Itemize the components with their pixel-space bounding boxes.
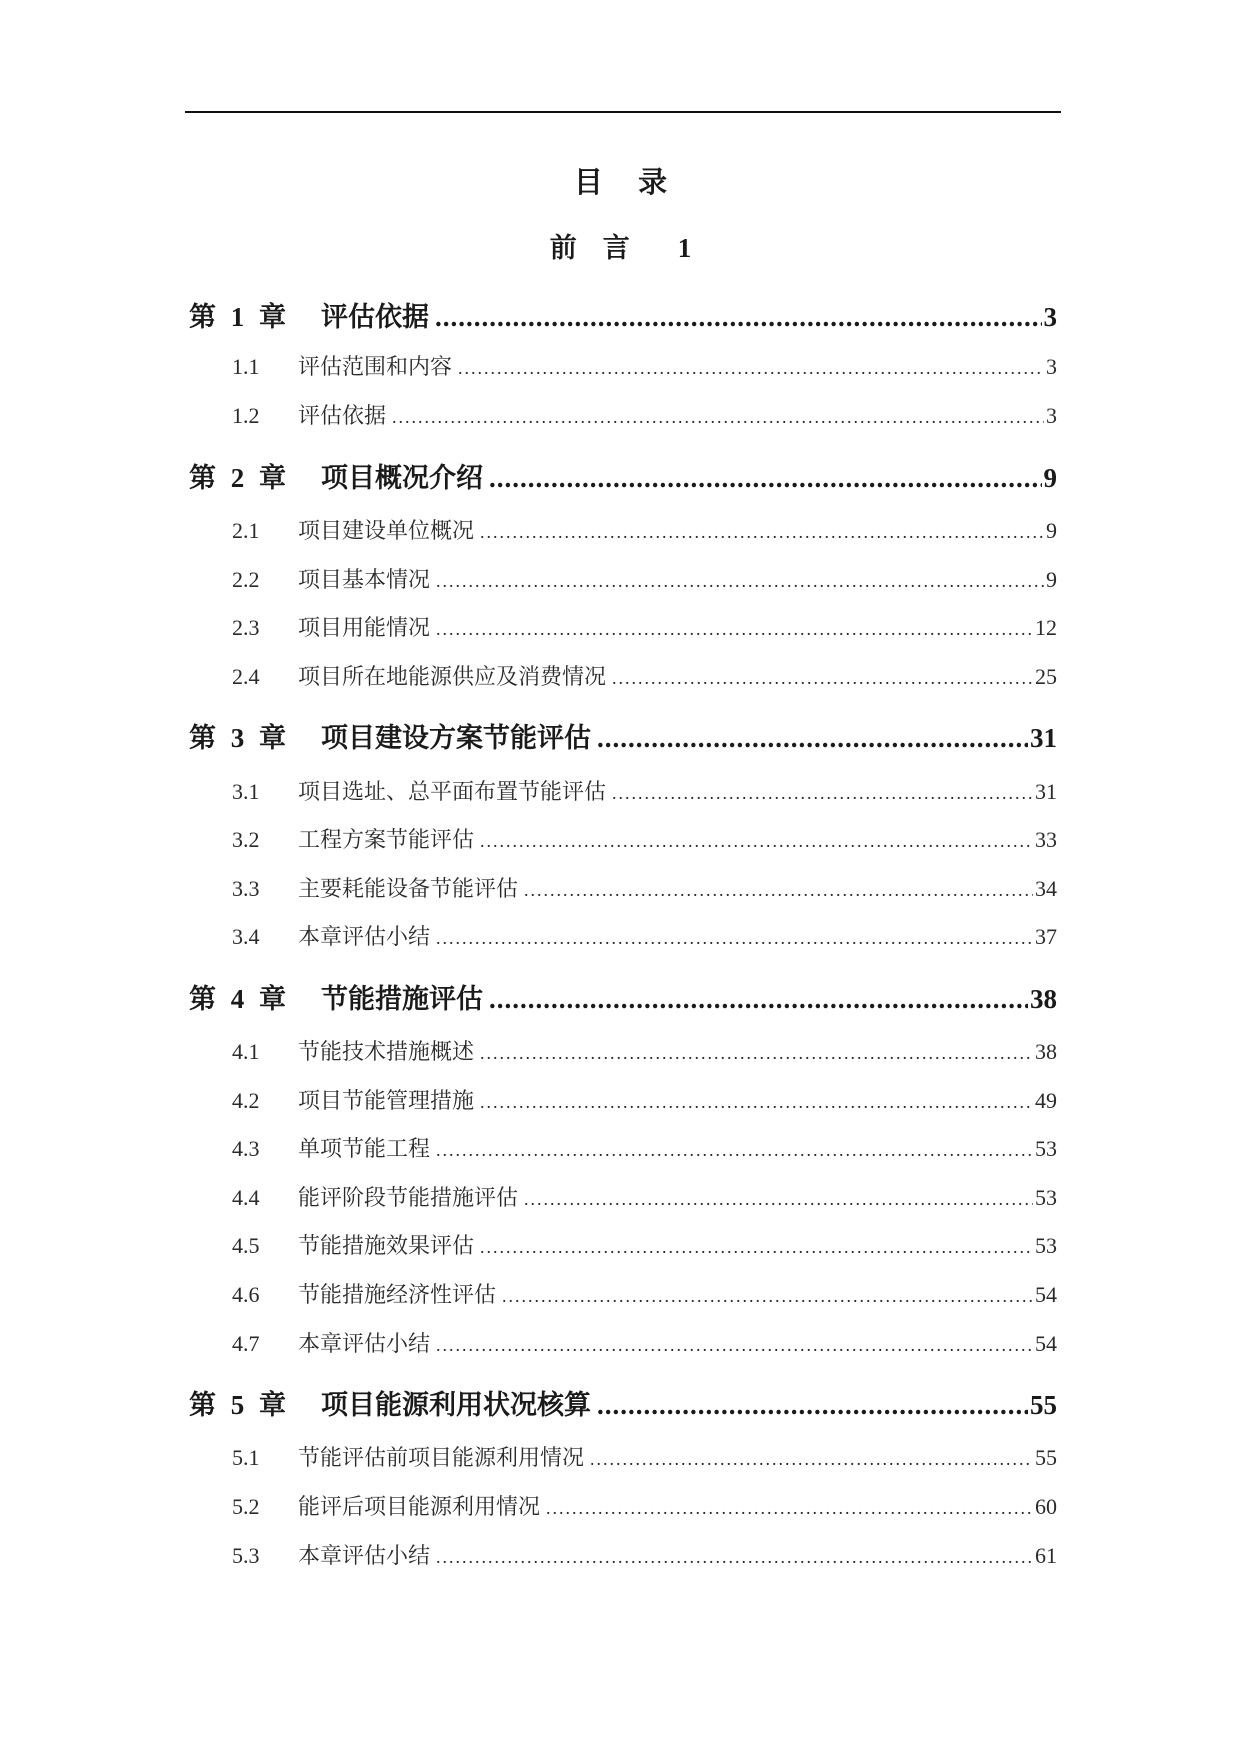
section-number: 1.1: [232, 354, 260, 379]
dot-leader: [590, 1445, 1033, 1471]
toc-chapter-1[interactable]: [189, 295, 1057, 334]
section-title: 项目基本情况: [298, 567, 431, 592]
toc-section-4-6[interactable]: [232, 1278, 1057, 1309]
toc-section-1-2[interactable]: [232, 399, 1057, 430]
section-page: 53: [1035, 1233, 1057, 1258]
dot-leader: [436, 1136, 1033, 1162]
section-number: 2.3: [232, 615, 260, 640]
dot-leader: [597, 1390, 1028, 1421]
section-title: 节能评估前项目能源利用情况: [298, 1445, 585, 1470]
dot-leader: [436, 924, 1033, 950]
section-number: 5.1: [232, 1445, 260, 1470]
section-page: 31: [1035, 779, 1057, 804]
section-title: 节能措施效果评估: [298, 1233, 475, 1258]
toc-chapter-3[interactable]: [189, 716, 1057, 755]
chapter-title: 评估依据: [321, 302, 429, 332]
dot-leader: [436, 1331, 1033, 1357]
dot-leader: [524, 876, 1033, 902]
dot-leader: [458, 354, 1044, 380]
section-page: 54: [1035, 1282, 1057, 1307]
toc-section-2-3[interactable]: [232, 611, 1057, 642]
toc-section-3-4[interactable]: [232, 920, 1057, 951]
toc-section-3-3[interactable]: [232, 872, 1057, 903]
dot-leader: [489, 984, 1028, 1015]
section-page: 55: [1035, 1445, 1057, 1470]
dot-leader: [436, 567, 1044, 593]
section-number: 3.3: [232, 876, 260, 901]
section-number: 2.4: [232, 664, 260, 689]
section-title: 节能技术措施概述: [298, 1039, 475, 1064]
toc-title: 目 录: [573, 167, 682, 199]
section-number: 4.4: [232, 1185, 260, 1210]
toc-section-3-2[interactable]: [232, 823, 1057, 854]
toc-chapter-4[interactable]: [189, 977, 1057, 1016]
section-number: 4.3: [232, 1136, 260, 1161]
section-page: 25: [1035, 664, 1057, 689]
section-page: 38: [1035, 1039, 1057, 1064]
section-title: 本章评估小结: [298, 1543, 431, 1568]
toc-section-4-7[interactable]: [232, 1327, 1057, 1358]
chapter-label: 第 5 章: [189, 1390, 286, 1420]
section-title: 项目建设单位概况: [298, 518, 475, 543]
preface-page: 1: [677, 233, 692, 263]
dot-leader: [612, 664, 1033, 690]
chapter-page: 38: [1030, 984, 1057, 1014]
section-title: 能评后项目能源利用情况: [298, 1494, 541, 1519]
toc-section-1-1[interactable]: [232, 350, 1057, 381]
toc-chapter-5[interactable]: [189, 1383, 1057, 1422]
dot-leader: [524, 1185, 1033, 1211]
section-number: 3.1: [232, 779, 260, 804]
section-title: 项目所在地能源供应及消费情况: [298, 664, 607, 689]
preface-title: 前言: [549, 233, 656, 263]
section-number: 4.5: [232, 1233, 260, 1258]
toc-section-2-1[interactable]: [232, 514, 1057, 545]
toc-chapter-2[interactable]: [189, 456, 1057, 495]
section-page: 9: [1046, 567, 1057, 592]
toc-section-5-2[interactable]: [232, 1490, 1057, 1521]
dot-leader: [597, 723, 1028, 754]
section-number: 4.2: [232, 1088, 260, 1113]
chapter-title: 项目建设方案节能评估: [321, 723, 591, 753]
section-page: 3: [1046, 354, 1057, 379]
chapter-page: 9: [1043, 463, 1057, 493]
section-title: 评估依据: [298, 403, 387, 428]
section-number: 4.7: [232, 1331, 260, 1356]
dot-leader: [546, 1494, 1033, 1520]
toc-section-4-4[interactable]: [232, 1181, 1057, 1212]
section-number: 5.2: [232, 1494, 260, 1519]
section-page: 61: [1035, 1543, 1057, 1568]
toc-section-5-3[interactable]: [232, 1539, 1057, 1570]
toc-section-4-1[interactable]: [232, 1035, 1057, 1066]
section-page: 12: [1035, 615, 1057, 640]
section-title: 项目用能情况: [298, 615, 431, 640]
dot-leader: [489, 463, 1042, 494]
section-title: 主要耗能设备节能评估: [298, 876, 519, 901]
dot-leader: [480, 1088, 1033, 1114]
header-rule: [185, 111, 1061, 113]
dot-leader: [435, 302, 1042, 333]
section-page: 60: [1035, 1494, 1057, 1519]
section-title: 本章评估小结: [298, 924, 431, 949]
section-page: 53: [1035, 1136, 1057, 1161]
section-page: 54: [1035, 1331, 1057, 1356]
dot-leader: [436, 1543, 1033, 1569]
chapter-label: 第 2 章: [189, 463, 286, 493]
section-page: 34: [1035, 876, 1057, 901]
dot-leader: [480, 1039, 1033, 1065]
chapter-page: 31: [1030, 723, 1057, 753]
section-number: 5.3: [232, 1543, 260, 1568]
section-page: 37: [1035, 924, 1057, 949]
chapter-page: 55: [1030, 1390, 1057, 1420]
section-page: 53: [1035, 1185, 1057, 1210]
chapter-title: 项目概况介绍: [321, 463, 483, 493]
dot-leader: [480, 1233, 1033, 1259]
section-number: 2.2: [232, 567, 260, 592]
chapter-page: 3: [1043, 302, 1057, 332]
section-title: 工程方案节能评估: [298, 827, 475, 852]
toc-section-5-1[interactable]: [232, 1441, 1057, 1472]
dot-leader: [392, 403, 1044, 429]
dot-leader: [612, 779, 1033, 805]
chapter-label: 第 1 章: [189, 302, 286, 332]
toc-preface-entry[interactable]: [0, 226, 1241, 265]
section-number: 3.2: [232, 827, 260, 852]
toc-section-3-1[interactable]: [232, 775, 1057, 806]
section-title: 本章评估小结: [298, 1331, 431, 1356]
section-number: 4.6: [232, 1282, 260, 1307]
section-number: 1.2: [232, 403, 260, 428]
section-title: 项目节能管理措施: [298, 1088, 475, 1113]
chapter-title: 项目能源利用状况核算: [321, 1390, 591, 1420]
dot-leader: [480, 518, 1044, 544]
section-title: 单项节能工程: [298, 1136, 431, 1161]
toc-section-4-2[interactable]: [232, 1084, 1057, 1115]
toc-section-2-4[interactable]: [232, 660, 1057, 691]
dot-leader: [480, 827, 1033, 853]
toc-section-4-3[interactable]: [232, 1132, 1057, 1163]
section-number: 3.4: [232, 924, 260, 949]
section-number: 2.1: [232, 518, 260, 543]
section-title: 节能措施经济性评估: [298, 1282, 497, 1307]
toc-section-2-2[interactable]: [232, 563, 1057, 594]
chapter-title: 节能措施评估: [321, 984, 483, 1014]
chapter-label: 第 4 章: [189, 984, 286, 1014]
dot-leader: [502, 1282, 1033, 1308]
toc-section-4-5[interactable]: [232, 1229, 1057, 1260]
section-page: 33: [1035, 827, 1057, 852]
section-number: 4.1: [232, 1039, 260, 1064]
section-title: 能评阶段节能措施评估: [298, 1185, 519, 1210]
section-title: 项目选址、总平面布置节能评估: [298, 779, 607, 804]
section-page: 49: [1035, 1088, 1057, 1113]
section-page: 9: [1046, 518, 1057, 543]
section-page: 3: [1046, 403, 1057, 428]
section-title: 评估范围和内容: [298, 354, 453, 379]
dot-leader: [436, 615, 1033, 641]
chapter-label: 第 3 章: [189, 723, 286, 753]
